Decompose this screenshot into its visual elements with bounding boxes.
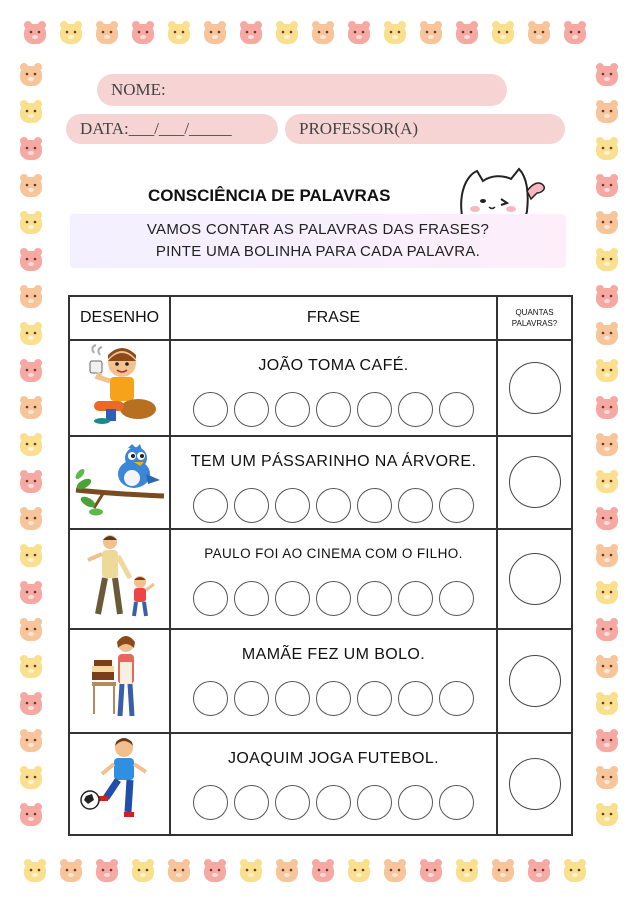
gummy-bear-icon — [16, 504, 46, 534]
gummy-bear-icon — [592, 319, 622, 349]
word-circle[interactable] — [439, 581, 474, 616]
gummy-bear-icon — [592, 726, 622, 756]
word-circle[interactable] — [275, 681, 310, 716]
word-circles — [171, 392, 496, 427]
word-circle[interactable] — [275, 581, 310, 616]
header-desenho: DESENHO — [69, 296, 170, 340]
sentence-text: PAULO FOI AO CINEMA COM O FILHO. — [204, 545, 463, 561]
gummy-bear-icon — [416, 18, 446, 48]
picture-cell — [69, 436, 170, 529]
word-circle[interactable] — [398, 785, 433, 820]
gummy-bear-icon — [524, 18, 554, 48]
boy-drinking-coffee-icon — [80, 343, 160, 427]
word-circle[interactable] — [234, 785, 269, 820]
header-frase: FRASE — [170, 296, 497, 340]
gummy-bear-icon — [16, 393, 46, 423]
count-cell — [497, 436, 572, 529]
word-circle[interactable] — [439, 392, 474, 427]
gummy-bear-icon — [16, 356, 46, 386]
word-circle[interactable] — [275, 392, 310, 427]
word-circle[interactable] — [398, 681, 433, 716]
word-circle[interactable] — [357, 785, 392, 820]
gummy-bear-icon — [592, 652, 622, 682]
count-circle[interactable] — [509, 758, 561, 810]
gummy-bear-icon — [308, 18, 338, 48]
count-circle[interactable] — [509, 553, 561, 605]
gummy-bear-icon — [344, 856, 374, 886]
gummy-bear-icon — [16, 282, 46, 312]
sentence-text: TEM UM PÁSSARINHO NA ÁRVORE. — [190, 452, 477, 470]
gummy-bear-icon — [16, 800, 46, 830]
picture-cell — [69, 733, 170, 835]
sentence-cell — [170, 733, 497, 835]
gummy-bear-icon — [16, 578, 46, 608]
teacher-label: PROFESSOR(A) — [299, 119, 419, 138]
table-header-row — [69, 296, 572, 340]
word-circle[interactable] — [316, 785, 351, 820]
gummy-bear-icon — [16, 208, 46, 238]
gummy-bear-icon — [380, 18, 410, 48]
gummy-bear-icon — [20, 856, 50, 886]
page-title: CONSCIÊNCIA DE PALAVRAS — [148, 186, 391, 205]
table-row — [69, 436, 572, 529]
word-circle[interactable] — [398, 581, 433, 616]
gummy-bear-icon — [16, 726, 46, 756]
gummy-bear-icon — [592, 430, 622, 460]
count-circle[interactable] — [509, 362, 561, 414]
word-circle[interactable] — [398, 392, 433, 427]
gummy-bear-icon — [592, 356, 622, 386]
gummy-bear-icon — [16, 689, 46, 719]
word-circle[interactable] — [275, 785, 310, 820]
count-cell — [497, 529, 572, 629]
word-circle[interactable] — [193, 785, 228, 820]
gummy-bear-icon — [592, 60, 622, 90]
count-circle[interactable] — [509, 655, 561, 707]
instruction-line-2: PINTE UMA BOLINHA PARA CADA PALAVRA. — [155, 243, 481, 260]
count-cell — [497, 733, 572, 835]
gummy-bear-icon — [592, 578, 622, 608]
gummy-bear-icon — [308, 856, 338, 886]
name-label: NOME: — [111, 80, 166, 99]
word-circle[interactable] — [357, 392, 392, 427]
gummy-bear-icon — [560, 18, 590, 48]
gummy-bear-icon — [16, 541, 46, 571]
gummy-bear-icon — [592, 541, 622, 571]
gummy-bear-icon — [592, 208, 622, 238]
gummy-bear-icon — [16, 319, 46, 349]
count-circle[interactable] — [509, 456, 561, 508]
gummy-bear-icon — [524, 856, 554, 886]
header-quantas-line1: QUANTAS — [515, 308, 554, 317]
sentence-text: JOAQUIM JOGA FUTEBOL. — [227, 749, 440, 767]
gummy-bear-icon — [452, 18, 482, 48]
gummy-bear-icon — [16, 652, 46, 682]
gummy-bear-icon — [20, 18, 50, 48]
gummy-bear-icon — [380, 856, 410, 886]
word-circle[interactable] — [234, 488, 269, 523]
gummy-bear-icon — [92, 18, 122, 48]
word-circle[interactable] — [193, 392, 228, 427]
word-circle[interactable] — [439, 785, 474, 820]
gummy-bear-icon — [592, 763, 622, 793]
gummy-bear-icon — [452, 856, 482, 886]
word-circle[interactable] — [316, 392, 351, 427]
gummy-bear-icon — [128, 18, 158, 48]
gummy-bear-icon — [592, 800, 622, 830]
table-row — [69, 629, 572, 733]
gummy-bear-icon — [592, 393, 622, 423]
gummy-bear-icon — [592, 689, 622, 719]
header-quantas — [497, 296, 572, 340]
table-row — [69, 733, 572, 835]
date-label: DATA:___/___/_____ — [80, 119, 232, 138]
sentence-text: MAMÃE FEZ UM BOLO. — [241, 645, 426, 663]
gummy-bear-icon — [16, 763, 46, 793]
mother-baking-cake-icon — [90, 632, 150, 724]
gummy-bear-icon — [200, 18, 230, 48]
gummy-bear-icon — [236, 856, 266, 886]
word-circle[interactable] — [398, 488, 433, 523]
word-circle[interactable] — [234, 392, 269, 427]
word-circle[interactable] — [234, 681, 269, 716]
word-circle[interactable] — [275, 488, 310, 523]
gummy-bear-icon — [272, 856, 302, 886]
gummy-bear-icon — [488, 856, 518, 886]
word-circle[interactable] — [316, 681, 351, 716]
word-circles — [171, 785, 496, 820]
word-circle[interactable] — [357, 488, 392, 523]
sentence-text: JOÃO TOMA CAFÉ. — [258, 357, 409, 374]
word-circle[interactable] — [439, 681, 474, 716]
gummy-bear-icon — [592, 245, 622, 275]
gummy-bear-icon — [16, 467, 46, 497]
date-field[interactable] — [66, 114, 278, 144]
gummy-bear-icon — [56, 18, 86, 48]
gummy-bear-icon — [16, 134, 46, 164]
gummy-bear-icon — [488, 18, 518, 48]
word-circle[interactable] — [193, 581, 228, 616]
word-count-table — [68, 295, 573, 836]
gummy-bear-icon — [592, 97, 622, 127]
word-circle[interactable] — [357, 681, 392, 716]
gummy-bear-icon — [16, 171, 46, 201]
sentence-cell — [170, 340, 497, 436]
sentence-cell — [170, 529, 497, 629]
instruction-line-1: VAMOS CONTAR AS PALAVRAS DAS FRASES? — [146, 221, 490, 238]
gummy-bear-icon — [416, 856, 446, 886]
word-circle[interactable] — [357, 581, 392, 616]
header-quantas-line2: PALAVRAS? — [511, 319, 558, 328]
sentence-cell — [170, 436, 497, 529]
word-circles — [171, 581, 496, 616]
gummy-bear-icon — [164, 18, 194, 48]
instructions-box — [70, 214, 566, 268]
gummy-bear-icon — [592, 134, 622, 164]
gummy-bear-icon — [272, 18, 302, 48]
gummy-bear-icon — [128, 856, 158, 886]
word-circles — [171, 488, 496, 523]
sentence-cell — [170, 629, 497, 733]
gummy-bear-icon — [344, 18, 374, 48]
table-row — [69, 529, 572, 629]
gummy-bear-icon — [592, 467, 622, 497]
blue-bird-on-branch-icon — [74, 444, 166, 516]
gummy-bear-icon — [560, 856, 590, 886]
gummy-bear-icon — [16, 97, 46, 127]
picture-cell — [69, 340, 170, 436]
word-circle[interactable] — [193, 681, 228, 716]
word-circle[interactable] — [316, 581, 351, 616]
gummy-bear-icon — [200, 856, 230, 886]
picture-cell — [69, 529, 170, 629]
boy-playing-soccer-icon — [80, 736, 160, 826]
gummy-bear-icon — [56, 856, 86, 886]
gummy-bear-icon — [16, 245, 46, 275]
name-field[interactable] — [97, 74, 507, 106]
word-circle[interactable] — [234, 581, 269, 616]
word-circle[interactable] — [439, 488, 474, 523]
gummy-bear-icon — [592, 282, 622, 312]
count-cell — [497, 340, 572, 436]
teacher-field[interactable] — [285, 114, 565, 144]
gummy-bear-icon — [16, 615, 46, 645]
gummy-bear-icon — [16, 430, 46, 460]
gummy-bear-icon — [236, 18, 266, 48]
gummy-bear-icon — [92, 856, 122, 886]
word-circles — [171, 681, 496, 716]
word-circle[interactable] — [316, 488, 351, 523]
picture-cell — [69, 629, 170, 733]
table-row — [69, 340, 572, 436]
gummy-bear-icon — [592, 615, 622, 645]
gummy-bear-icon — [592, 504, 622, 534]
gummy-bear-icon — [16, 60, 46, 90]
gummy-bear-icon — [164, 856, 194, 886]
count-cell — [497, 629, 572, 733]
word-circle[interactable] — [193, 488, 228, 523]
father-and-son-walking-icon — [80, 532, 160, 620]
gummy-bear-icon — [592, 171, 622, 201]
